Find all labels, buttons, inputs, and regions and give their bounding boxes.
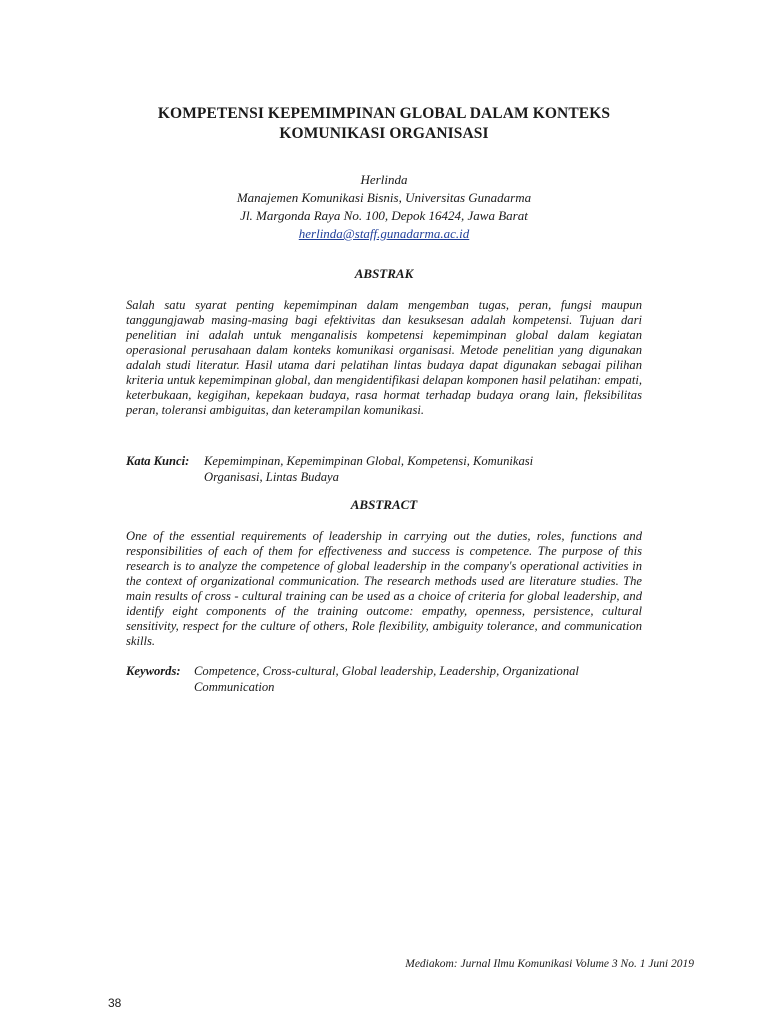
abstrak-heading: ABSTRAK [354, 266, 414, 281]
author-block [80, 171, 688, 243]
author-email-link[interactable]: herlinda@staff.gunadarma.ac.id [298, 226, 470, 241]
title-line-2: KOMUNIKASI ORGANISASI [279, 125, 489, 142]
abstrak-text: Salah satu syarat penting kepemimpinan dalam mengemban tugas, peran, fungsi maupun tanggungjawab masing-masing bagi efektivitas dan kesuksesan adalah kompetensi. Tujuan dari penelitian ini adalah untuk menganalisis kompetensi kepemimpinan global dalam kegiatan operasional perusahaan dalam konteks komunikasi organisasi. Metode penelitian yang digunakan adalah studi literatur. Hasil utama dari pelatihan lintas budaya dapat digunakan sebagai pilihan kriteria untuk kepemimpinan global, dan mengidentifikasi delapan komponen hasil pelatihan: empati, keterbukaan, kegigihan, kepekaan budaya, rasa hormat terhadap budaya orang lain, fleksibilitas peran, toleransi ambiguitas, dan keterampilan komunikasi. [126, 298, 642, 417]
title-line-1: KOMPETENSI KEPEMIMPINAN GLOBAL DALAM KONTEKS [157, 105, 611, 122]
kata-kunci-values-1: Kepemimpinan, Kepemimpinan Global, Kompetensi, Komunikasi [204, 454, 534, 468]
keywords-label: Keywords: [126, 664, 181, 678]
kata-kunci [126, 453, 666, 485]
page-number: 38 [108, 996, 122, 1010]
journal-footer: Mediakom: Jurnal Ilmu Komunikasi Volume 3 No. 1 Juni 2019 [405, 958, 694, 970]
keywords [126, 663, 666, 695]
author-address: Jl. Margonda Raya No. 100, Depok 16424, Jawa Barat [240, 208, 528, 223]
abstract-heading: ABSTRACT [350, 497, 418, 512]
author-affiliation: Manajemen Komunikasi Bisnis, Universitas Gunadarma [236, 190, 532, 205]
kata-kunci-label: Kata Kunci: [126, 454, 190, 468]
author-name: Herlinda [360, 172, 408, 187]
paper-title [80, 104, 688, 144]
keywords-values-1: Competence, Cross-cultural, Global leadership, Leadership, Organizational [194, 664, 579, 678]
kata-kunci-values-2: Organisasi, Lintas Budaya [204, 470, 339, 484]
keywords-values-2: Communication [194, 680, 275, 694]
abstract-text: One of the essential requirements of leadership in carrying out the duties, roles, functions and responsibilities of each of them for effectiveness and success is competence. The purpose of this research is to analyze the competence of global leadership in the company's operational activities in the context of organizational communication. The research methods used are literature studies. The main results of cross - cultural training can be used as a choice of criteria for global leadership, and identify eight components of the training outcome: empathy, openness, persistence, cultural sensitivity, respect for the culture of others, Role flexibility, ambiguity tolerance, and communication skills. [126, 529, 642, 648]
